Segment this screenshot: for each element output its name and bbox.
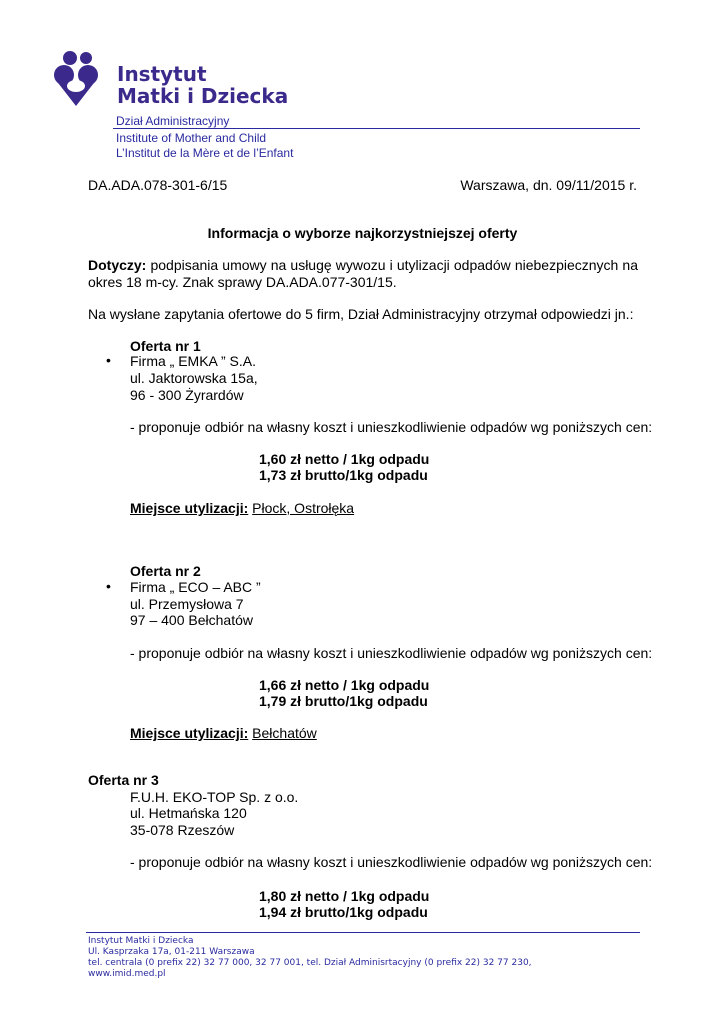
document-date: Warszawa, dn. 09/11/2015 r. [460, 177, 637, 193]
department-en: Institute of Mother and Child [116, 131, 267, 145]
offer-2-proposal: - proponuje odbiór na własny koszt i unieszkodliwienie odpadów wg poniższych cen: [130, 645, 653, 661]
offer-2-street: ul. Przemysłowa 7 [130, 596, 244, 612]
offer-3-city: 35-078 Rzeszów [130, 822, 235, 838]
offer-2-heading: Oferta nr 2 [130, 563, 201, 579]
department-fr: L’Institut de la Mère et de l’Enfant [116, 146, 294, 160]
offer-2-company: Firma „ ECO – ABC ” [130, 579, 261, 595]
offer-2-net-price: 1,66 zł netto / 1kg odpadu [259, 677, 430, 693]
offer-1-heading: Oferta nr 1 [130, 338, 201, 354]
document-reference: DA.ADA.078-301-6/15 [88, 177, 228, 193]
bullet-icon: • [106, 578, 111, 594]
concerns-paragraph [88, 257, 638, 291]
offer-1-place [130, 500, 354, 516]
offer-2-city: 97 – 400 Bełchatów [130, 612, 253, 628]
department-pl: Dział Administracyjny [116, 114, 230, 128]
offer-3-gross-price: 1,94 zł brutto/1kg odpadu [259, 904, 428, 920]
offer-2-gross-price: 1,79 zł brutto/1kg odpadu [259, 693, 428, 709]
footer-website[interactable]: www.imid.med.pl [88, 969, 166, 979]
offer-1-net-price: 1,60 zł netto / 1kg odpadu [259, 451, 430, 467]
offer-1-street: ul. Jaktorowska 15a, [130, 370, 258, 386]
offer-3-company: F.U.H. EKO-TOP Sp. z o.o. [130, 789, 299, 805]
offer-2-place [130, 725, 317, 741]
intro-text: Na wysłane zapytania ofertowe do 5 firm, Dział Administracyjny otrzymał odpowiedzi jn.: [88, 306, 634, 322]
offer-3-proposal: - proponuje odbiór na własny koszt i unieszkodliwienie odpadów wg poniższych cen: [130, 854, 653, 870]
offer-1-place-value: Płock, Ostrołęka [252, 500, 355, 516]
concerns-text: podpisania umowy na usługę wywozu i utylizacji odpadów niebezpiecznych na okres 18 m-cy. Znak sprawy DA.ADA.077-301/15. [88, 257, 638, 290]
footer-address: Ul. Kasprzaka 17a, 01-211 Warszawa [88, 947, 255, 957]
offer-2-place-value: Bełchatów [252, 725, 317, 741]
footer-institute: Instytut Matki i Dziecka [88, 936, 194, 946]
concerns-label: Dotyczy: [88, 257, 147, 273]
offer-3-heading: Oferta nr 3 [88, 772, 159, 788]
offer-1-proposal: - proponuje odbiór na własny koszt i unieszkodliwienie odpadów wg poniższych cen: [130, 419, 653, 435]
header-rule [113, 128, 640, 129]
offer-1-city: 96 - 300 Żyrardów [130, 387, 244, 403]
offer-3-net-price: 1,80 zł netto / 1kg odpadu [259, 888, 430, 904]
document-title: Informacja o wyborze najkorzystniejszej oferty [207, 225, 518, 241]
logo-title-line2: Matki i Dziecka [117, 84, 289, 108]
footer-phones: tel. centrala (0 prefix 22) 32 77 000, 32 77 001, tel. Dział Adminisrtacyjny (0 prefix 22) 32 77 230, [88, 958, 532, 968]
logo-title-line1: Instytut [117, 62, 207, 86]
offer-3-street: ul. Hetmańska 120 [130, 805, 247, 821]
offer-1-place-label: Miejsce utylizacji: [130, 500, 249, 516]
offer-1-company: Firma „ EMKA ” S.A. [130, 353, 257, 369]
bullet-icon: • [106, 352, 111, 368]
institute-logo-icon [52, 50, 102, 108]
offer-2-place-label: Miejsce utylizacji: [130, 725, 249, 741]
offer-1-gross-price: 1,73 zł brutto/1kg odpadu [259, 467, 428, 483]
footer-rule [86, 932, 640, 933]
